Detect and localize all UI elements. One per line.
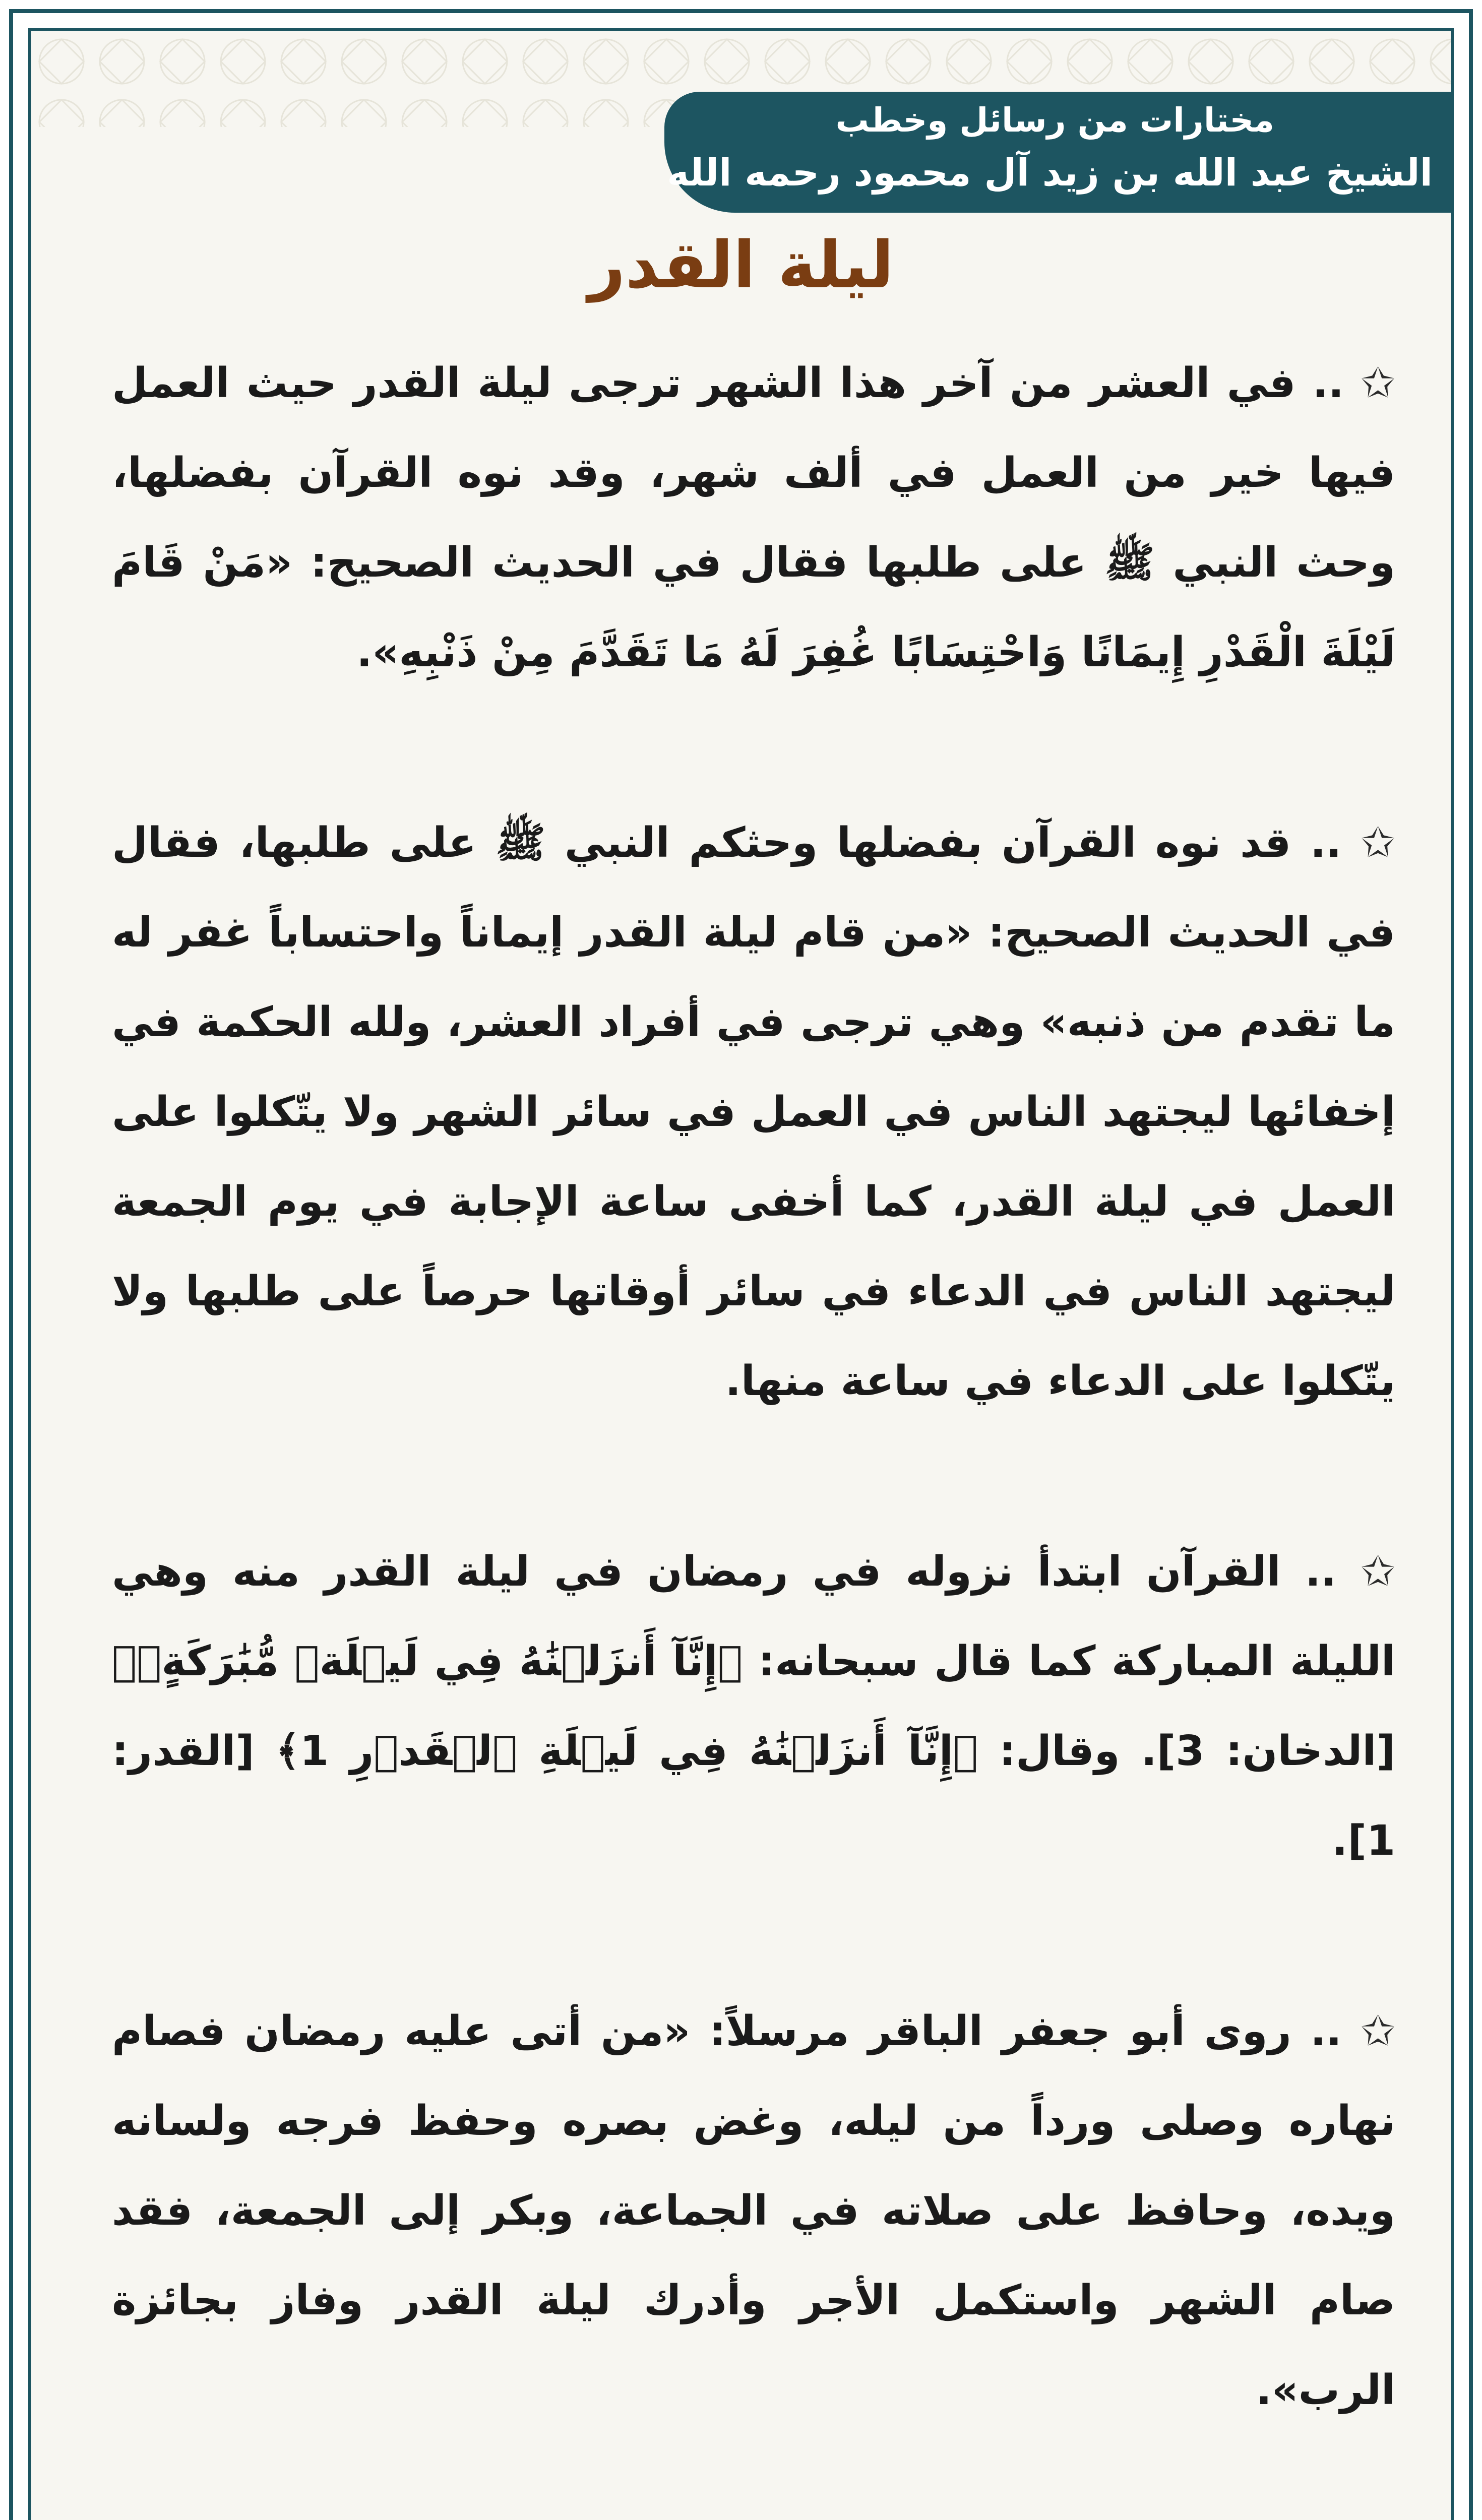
paragraph: [112, 1527, 1395, 1886]
paragraph-text: .. روى أبو جعفر الباقر مرسلاً: «من أتى عليه رمضان فصام نهاره وصلى ورداً من ليله، وغض بصره وحفظ فرجه ولسانه ويده، وحافظ على صلاته في الجماعة، وبكر إلى الجمعة، فقد صام الشهر واستكمل الأجر وأدرك ليلة القدر وفاز بجائزة الرب».: [112, 2007, 1395, 2414]
star-icon: ✩: [1361, 819, 1395, 867]
header-subtitle: مختارات من رسائل وخطب: [835, 101, 1274, 140]
paragraph: [112, 798, 1395, 1426]
paragraph: [112, 1987, 1395, 2435]
paragraph-text: .. في العشر من آخر هذا الشهر ترجى ليلة القدر حيث العمل فيها خير من العمل في ألف شهر، وقد نوه القرآن بفضلها، وحث النبي ﷺ على طلبها فقال في الحديث الصحيح: «مَنْ قَامَ لَيْلَةَ الْقَدْرِ إِيمَانًا وَاحْتِسَابًا غُفِرَ لَهُ مَا تَقَدَّمَ مِنْ ذَنْبِهِ».: [112, 359, 1395, 676]
star-icon: ✩: [1361, 2007, 1395, 2055]
header-author: الشيخ عبد الله بن زيد آل محمود رحمه الله: [667, 151, 1433, 195]
page-frame: [9, 9, 1473, 2520]
article-body: [112, 339, 1395, 2520]
page-title: ليلة القدر: [588, 228, 894, 303]
paragraph-text: .. القرآن ابتدأ نزوله في رمضان في ليلة القدر منه وهي الليلة المباركة كما قال سبحانه: ﴿إِنَّآ أَنزَلۡنَٰهُ فِي لَيۡلَةٖ مُّبَٰرَكَةٍۚ﴾ [الدخان: 3]. وقال: ﴿إِنَّآ أَنزَلۡنَٰهُ فِي لَيۡلَةِ ٱلۡقَدۡرِ 1﴾ [القدر: 1].: [112, 1548, 1395, 1865]
star-icon: ✩: [1361, 1548, 1395, 1596]
content-frame: [28, 28, 1454, 2520]
header-banner: [664, 92, 1451, 213]
paragraph-text: .. قد نوه القرآن بفضلها وحثكم النبي ﷺ على طلبها، فقال في الحديث الصحيح: «من قام ليلة القدر إيماناً واحتساباً غفر له ما تقدم من ذنبه» وهي ترجى في أفراد العشر، ولله الحكمة في إخفائها ليجتهد الناس في العمل في سائر الشهر ولا يتّكلوا على العمل في ليلة القدر، كما أخفى ساعة الإجابة في يوم الجمعة ليجتهد الناس في الدعاء في سائر أوقاتها حرصاً على طلبها ولا يتّكلوا على الدعاء في ساعة منها.: [112, 819, 1395, 1405]
star-icon: ✩: [1361, 359, 1395, 407]
paragraph: [112, 339, 1395, 698]
